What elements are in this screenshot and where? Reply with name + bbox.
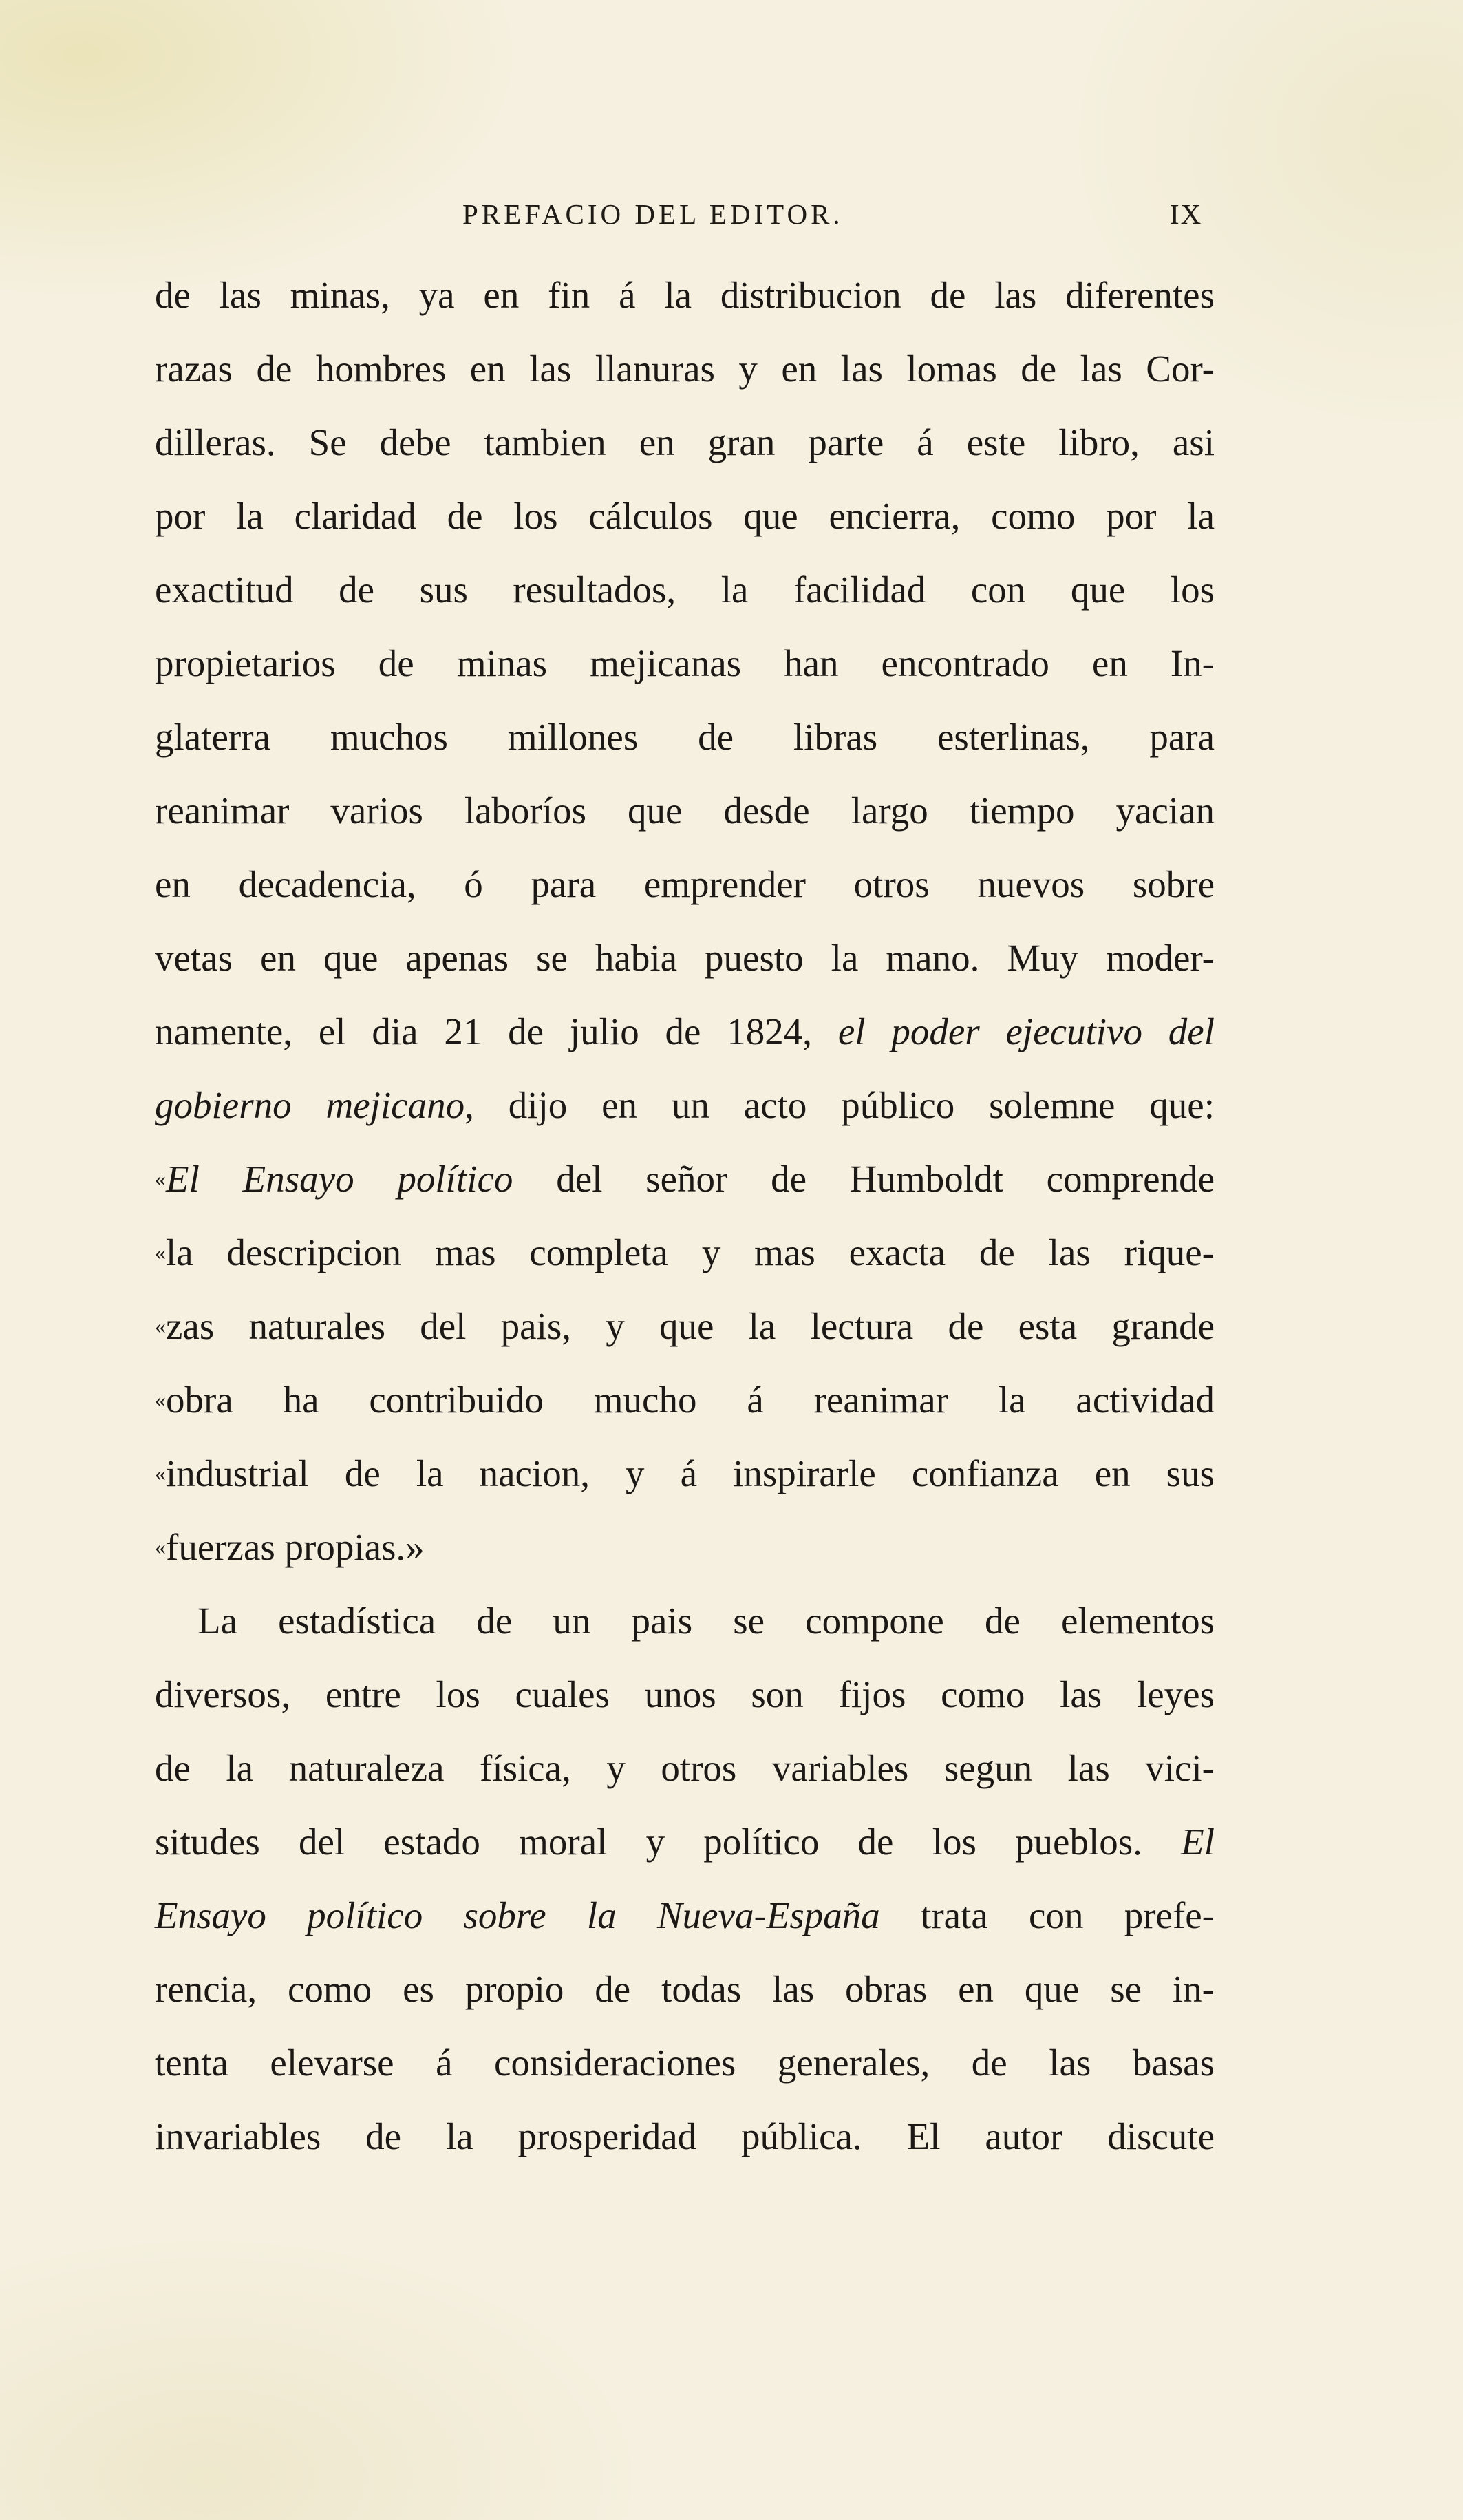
text-line: vetas en que apenas se habia puesto la mano. Muy moder- — [155, 937, 1215, 979]
text-line — [155, 1289, 1215, 1363]
running-head — [0, 198, 1463, 239]
text-run: zas naturales del pais, y que la lectura de esta grande — [166, 1305, 1215, 1347]
italic-text: El — [1181, 1821, 1215, 1863]
text-run: industrial de la nacion, y á inspirarle confianza en sus — [166, 1452, 1215, 1494]
quote-mark: « — [155, 1387, 166, 1412]
text-line — [155, 1805, 1215, 1878]
text-line: dilleras. Se debe tambien en gran parte á este libro, asi — [155, 421, 1215, 463]
running-head-title: PREFACIO DEL EDITOR. — [462, 198, 844, 230]
text-line: razas de hombres en las llanuras y en las lomas de las Cor- — [155, 348, 1215, 390]
text-line — [155, 1363, 1215, 1437]
paragraph-1 — [155, 258, 1215, 1584]
text-run: obra ha contribuido mucho á reanimar la actividad — [166, 1379, 1215, 1421]
text-run: trata con prefe- — [879, 1894, 1215, 1936]
text-line: La estadística de un pais se compone de elementos — [197, 1600, 1215, 1642]
text-line: de la naturaleza física, y otros variables segun las vici- — [155, 1747, 1215, 1789]
text-line: propietarios de minas mejicanas han encontrado en In- — [155, 642, 1215, 684]
body-text — [155, 258, 1215, 2173]
italic-text: Ensayo político sobre la Nueva-España — [155, 1894, 880, 1936]
text-line: de las minas, ya en fin á la distribucion de las diferentes — [155, 274, 1215, 316]
text-line — [155, 1437, 1215, 1510]
italic-text: gobierno mejicano — [155, 1084, 465, 1126]
paragraph-2 — [155, 1584, 1215, 2173]
italic-text: el poder ejecutivo del — [837, 1010, 1215, 1052]
quote-mark: « — [155, 1313, 166, 1338]
text-run: del señor de Humboldt comprende — [513, 1158, 1215, 1200]
quote-mark: « — [155, 1166, 166, 1191]
text-run: namente, el dia 21 de julio de 1824, — [155, 1010, 838, 1052]
text-line — [155, 1142, 1215, 1216]
text-line — [155, 995, 1215, 1068]
text-line: invariables de la prosperidad pública. El autor discute — [155, 2115, 1215, 2157]
quote-mark: « — [155, 1240, 166, 1264]
text-line: reanimar varios laboríos que desde largo tiempo yacian — [155, 790, 1215, 832]
text-line — [155, 1216, 1215, 1289]
text-line: por la claridad de los cálculos que encierra, como por la — [155, 495, 1215, 537]
text-run: , dijo en un acto público solemne que: — [464, 1084, 1215, 1126]
page-number: IX — [1170, 198, 1203, 230]
quote-mark: « — [155, 1534, 166, 1559]
text-run: situdes del estado moral y político de los pueblos. — [155, 1821, 1182, 1863]
text-line: tenta elevarse á consideraciones generales, de las basas — [155, 2042, 1215, 2084]
text-line — [155, 1068, 1215, 1142]
text-run: la descripcion mas completa y mas exacta de las rique- — [166, 1231, 1215, 1273]
text-line: glaterra muchos millones de libras esterlinas, para — [155, 716, 1215, 758]
text-line: en decadencia, ó para emprender otros nuevos sobre — [155, 863, 1215, 905]
italic-text: El Ensayo político — [166, 1158, 513, 1200]
text-line: diversos, entre los cuales unos son fijos como las leyes — [155, 1673, 1215, 1715]
text-line: exactitud de sus resultados, la facilidad con que los — [155, 569, 1215, 611]
quote-mark: « — [155, 1461, 166, 1485]
text-line: rencia, como es propio de todas las obras en que se in- — [155, 1968, 1215, 2010]
text-run: fuerzas propias.» — [166, 1526, 425, 1568]
text-line — [155, 1878, 1215, 1952]
text-line — [155, 1510, 1215, 1584]
